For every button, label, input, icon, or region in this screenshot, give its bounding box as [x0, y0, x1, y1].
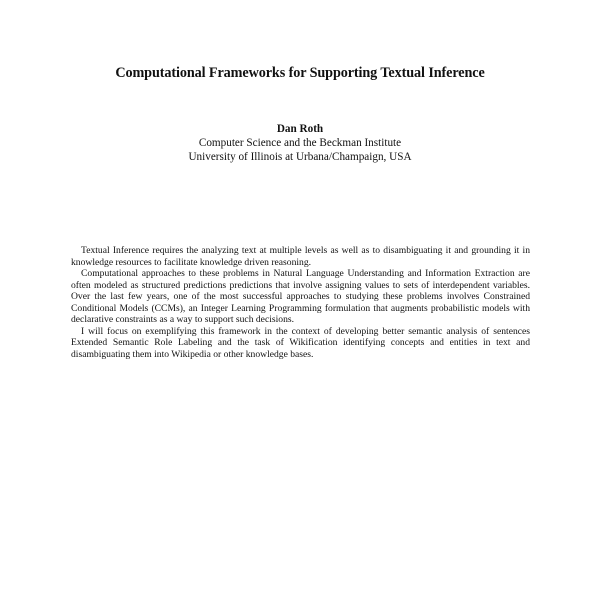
- author-affiliation-line-1: Computer Science and the Beckman Institute: [198, 137, 402, 149]
- paper-title: Computational Frameworks for Supporting Textual Inference: [115, 65, 485, 81]
- abstract-paragraph-3: I will focus on exemplifying this framework in the context of developing better semantic analysis of sentences Extended Semantic Role Labeling and the task of Wikification identifying concepts and entities in text and disambiguating them into Wikipedia or other knowledge bases.: [71, 325, 530, 360]
- author-affiliation-line-2: University of Illinois at Urbana/Champaign, USA: [188, 151, 412, 163]
- abstract: [71, 245, 530, 360]
- author-block: [0, 122, 600, 164]
- abstract-paragraph-2: Computational approaches to these problems in Natural Language Understanding and Information Extraction are often modeled as structured predictions predictions that involve assigning values to sets of interdependent variables. Over the last few years, one of the most successful approaches to studying these problems involves Constrained Conditional Models (CCMs), an Integer Learning Programming formulation that augments probabilistic models with declarative constraints as a way to support such decisions.: [71, 268, 530, 326]
- abstract-paragraph-1: Textual Inference requires the analyzing text at multiple levels as well as to disambiguating it and grounding it in knowledge resources to facilitate knowledge driven reasoning.: [71, 245, 530, 268]
- author-name: Dan Roth: [276, 123, 324, 135]
